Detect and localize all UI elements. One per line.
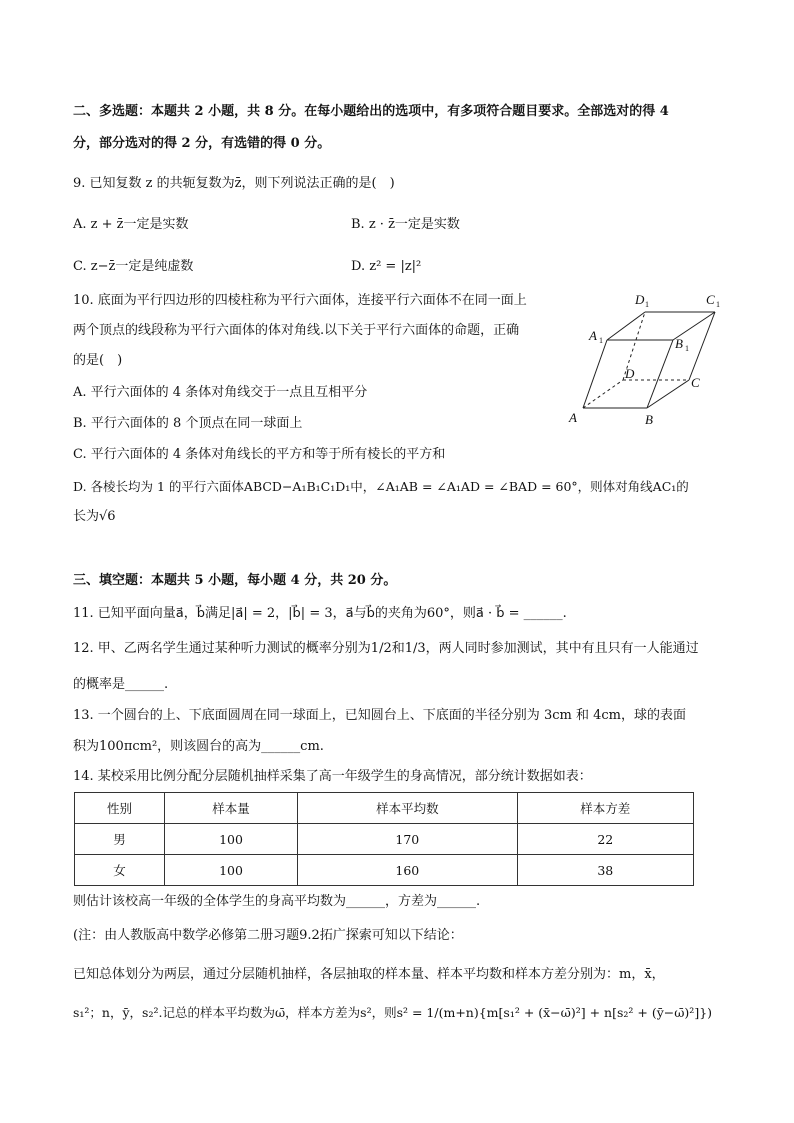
table-cell: 100 bbox=[164, 855, 297, 886]
q10-stem-line2: 两个顶点的线段称为平行六面体的体对角线.以下关于平行六面体的命题，正确 bbox=[73, 323, 520, 338]
edge-cc1 bbox=[689, 312, 715, 380]
q9-stem: 9. 已知复数 z 的共轭复数为z̄，则下列说法正确的是( ) bbox=[73, 176, 395, 191]
label-b: B bbox=[645, 412, 653, 427]
label-d1: D bbox=[635, 292, 645, 307]
table-cell: 女 bbox=[75, 855, 165, 886]
q14-note-line3: s₁²；n，ȳ，s₂².记总的样本平均数为ω̄，样本方差为s²，则s² = 1/(m+n){m[s₁² + (x̄−ω̄)²] + n[s₂² + (ȳ−ω̄)²]}) bbox=[73, 1005, 713, 1020]
table-row bbox=[75, 855, 694, 886]
q10-stem-line1: 10. 底面为平行四边形的四棱柱称为平行六面体，连接平行六面体不在同一面上 bbox=[73, 293, 527, 308]
table-cell: 160 bbox=[298, 855, 518, 886]
q10-stem-line3: 的是( ) bbox=[73, 353, 123, 368]
table-cell: 22 bbox=[517, 824, 693, 855]
q13-line2: 积为100πcm²，则该圆台的高为______cm. bbox=[73, 739, 324, 754]
q14-note-line1: (注：由人教版高中数学必修第二册习题9.2拓广探索可知以下结论： bbox=[73, 928, 463, 943]
q10-option-d-line1: D. 各棱长均为 1 的平行六面体ABCD−A₁B₁C₁D₁中，∠A₁AB = ∠A₁AD = ∠BAD = 60°，则体对角线AC₁的 bbox=[73, 479, 689, 494]
q13-line1: 13. 一个圆台的上、下底面圆周在同一球面上，已知圆台上、下底面的半径分别为 3cm 和 4cm，球的表面 bbox=[73, 708, 686, 723]
table-header: 样本量 bbox=[164, 793, 297, 824]
edge-ad bbox=[583, 380, 623, 408]
table-cell: 男 bbox=[75, 824, 165, 855]
statistics-table bbox=[74, 792, 694, 886]
q14-stem: 14. 某校采用比例分配分层随机抽样采集了高一年级学生的身高情况，部分统计数据如表： bbox=[73, 769, 592, 784]
table-cell: 38 bbox=[517, 855, 693, 886]
label-b1-sub: 1 bbox=[685, 344, 689, 353]
q10-option-b: B. 平行六面体的 8 个顶点在同一球面上 bbox=[73, 416, 303, 431]
label-d: D bbox=[625, 366, 635, 381]
edge-bb1 bbox=[647, 340, 673, 408]
table-cell: 100 bbox=[164, 824, 297, 855]
q9-option-a: A. z + z̄一定是实数 bbox=[73, 217, 189, 232]
parallelepiped-figure bbox=[565, 290, 735, 430]
section3-heading: 三、填空题：本题共 5 小题，每小题 4 分，共 20 分。 bbox=[73, 573, 397, 588]
q14-note-line2: 已知总体划分为两层，通过分层随机抽样，各层抽取的样本量、样本平均数和样本方差分别为：m，x̄， bbox=[73, 967, 665, 982]
table-header: 样本平均数 bbox=[298, 793, 518, 824]
table-header-row bbox=[75, 793, 694, 824]
label-c1: C bbox=[706, 292, 715, 307]
label-b1: B bbox=[675, 336, 683, 351]
q12-line1: 12. 甲、乙两名学生通过某种听力测试的概率分别为1/2和1/3，两人同时参加测试，其中有且只有一人能通过 bbox=[73, 641, 699, 656]
q9-option-d: D. z² = |z|² bbox=[351, 259, 422, 274]
q10-option-a: A. 平行六面体的 4 条体对角线交于一点且互相平分 bbox=[73, 385, 368, 400]
label-c: C bbox=[691, 375, 700, 390]
section2-heading: 二、多选题：本题共 2 小题，共 8 分。在每小题给出的选项中，有多项符合题目要求。全部选对的得 4 bbox=[73, 104, 669, 119]
table-header: 样本方差 bbox=[517, 793, 693, 824]
q10-option-d-line2: 长为√6 bbox=[73, 509, 116, 524]
label-c1-sub: 1 bbox=[716, 300, 720, 309]
q12-line2: 的概率是______. bbox=[73, 677, 169, 692]
section2-heading-line2: 分，部分选对的得 2 分，有选错的得 0 分。 bbox=[73, 136, 331, 151]
table-cell: 170 bbox=[298, 824, 518, 855]
edge-aa1 bbox=[583, 340, 607, 408]
label-d1-sub: 1 bbox=[645, 300, 649, 309]
label-a1: A bbox=[589, 328, 597, 343]
q11-text: 11. 已知平面向量a⃗，b⃗满足|a⃗| = 2，|b⃗| = 3，a⃗与b⃗的夹角为60°，则a⃗ · b⃗ = ______. bbox=[73, 606, 567, 621]
table-header: 性别 bbox=[75, 793, 165, 824]
q9-option-b: B. z · z̄一定是实数 bbox=[351, 217, 460, 232]
q14-after-table: 则估计该校高一年级的全体学生的身高平均数为______，方差为______. bbox=[73, 894, 481, 909]
label-a1-sub: 1 bbox=[599, 336, 603, 345]
edge-a1d1 bbox=[607, 312, 645, 340]
q10-option-c: C. 平行六面体的 4 条体对角线长的平方和等于所有棱长的平方和 bbox=[73, 447, 446, 462]
q9-option-c: C. z−z̄一定是纯虚数 bbox=[73, 259, 194, 274]
table-row bbox=[75, 824, 694, 855]
label-a: A bbox=[569, 410, 577, 425]
edge-bc bbox=[647, 380, 689, 408]
